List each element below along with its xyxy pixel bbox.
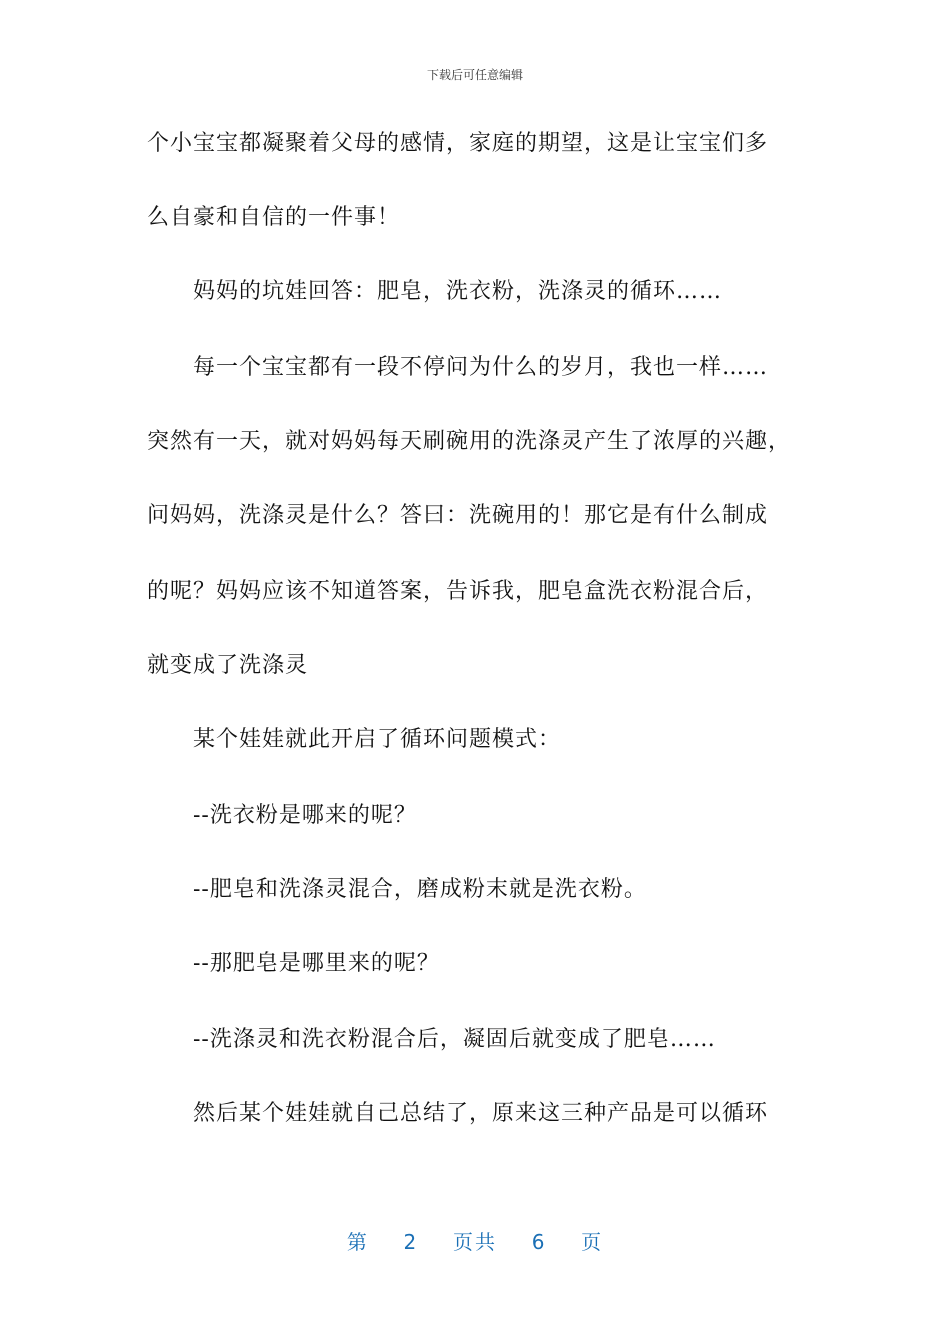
body-line-14: 然后某个娃娃就自己总结了，原来这三种产品是可以循环 — [193, 1101, 769, 1126]
footer-prefix: 第 — [346, 1230, 369, 1254]
body-line-5: 突然有一天，就对妈妈每天刷碗用的洗涤灵产生了浓厚的兴趣， — [147, 429, 792, 454]
page-footer — [0, 1226, 950, 1255]
footer-page-number: 2 — [403, 1230, 419, 1254]
body-line-2: 么自豪和自信的一件事！ — [147, 205, 401, 230]
body-line-8: 就变成了洗涤灵 — [147, 653, 309, 678]
body-line-10: --洗衣粉是哪来的呢？ — [193, 803, 417, 828]
footer-suffix: 页 — [581, 1230, 604, 1254]
footer-middle: 页共 — [453, 1230, 497, 1254]
body-line-4: 每一个宝宝都有一段不停问为什么的岁月，我也一样…… — [193, 355, 769, 380]
body-line-9: 某个娃娃就此开启了循环问题模式： — [193, 727, 562, 752]
body-line-13: --洗涤灵和洗衣粉混合后，凝固后就变成了肥皂…… — [193, 1027, 716, 1052]
body-line-12: --那肥皂是哪里来的呢？ — [193, 951, 440, 976]
body-line-11: --肥皂和洗涤灵混合，磨成粉末就是洗衣粉。 — [193, 877, 647, 902]
body-line-6: 问妈妈，洗涤灵是什么？答曰：洗碗用的！那它是有什么制成 — [147, 503, 769, 528]
body-line-1: 个小宝宝都凝聚着父母的感情，家庭的期望，这是让宝宝们多 — [147, 131, 769, 156]
body-line-7: 的呢？妈妈应该不知道答案，告诉我，肥皂盒洗衣粉混合后， — [147, 579, 769, 604]
body-line-3: 妈妈的坑娃回答：肥皂，洗衣粉，洗涤灵的循环…… — [193, 279, 723, 304]
page-header: 下载后可任意编辑 — [426, 68, 523, 82]
footer-total-pages: 6 — [531, 1230, 547, 1254]
